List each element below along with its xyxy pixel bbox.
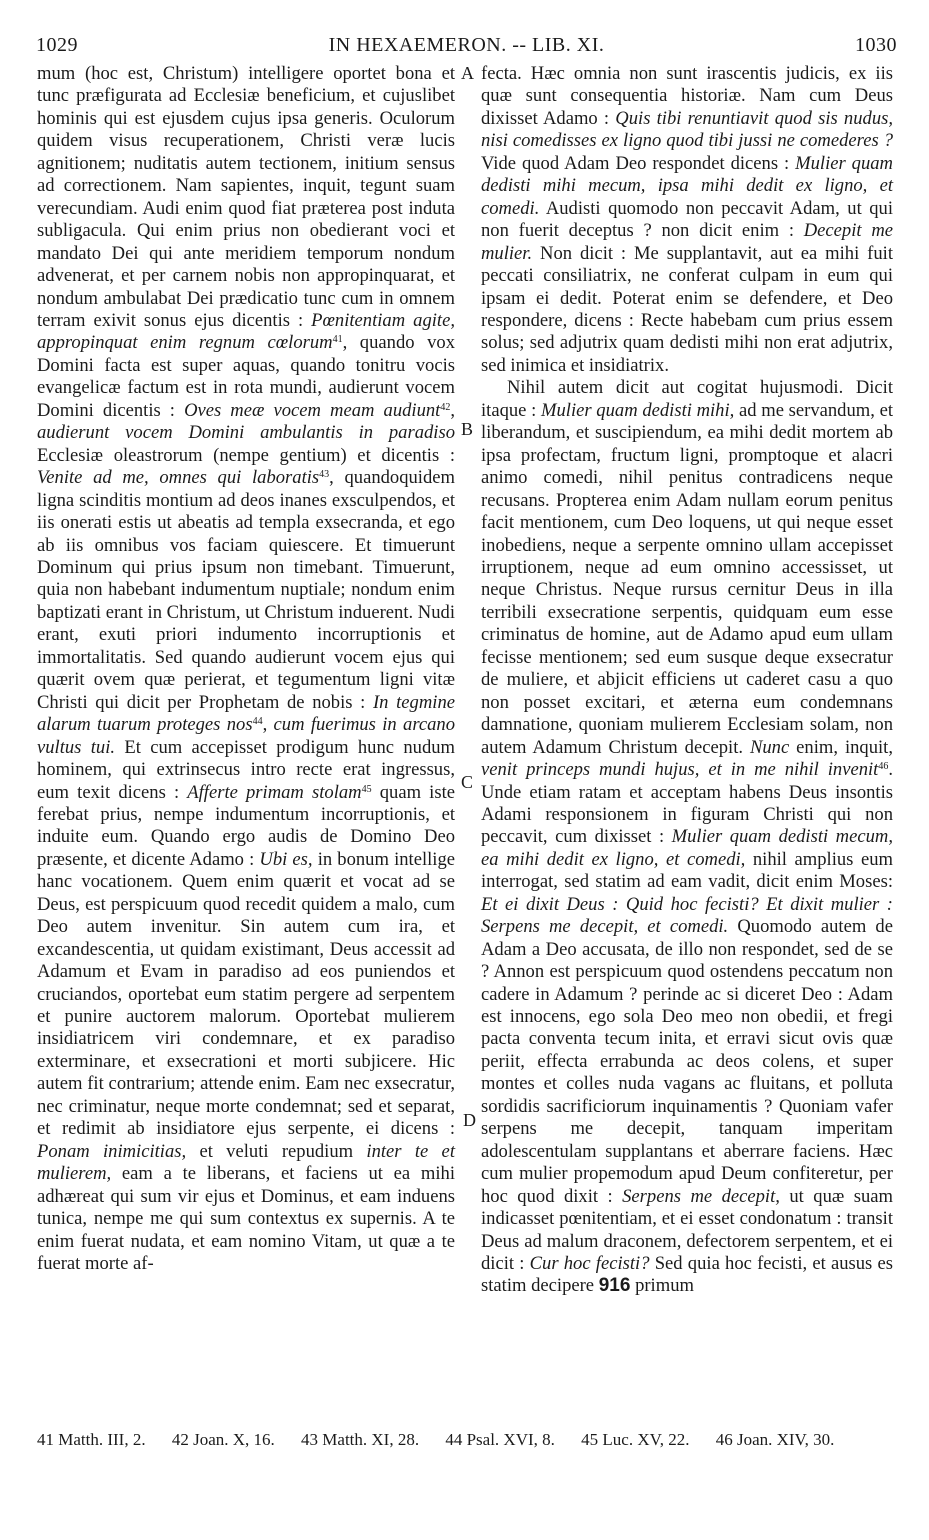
right-column <box>481 63 893 1298</box>
right-paragraph-1: fecta. Hæc omnia non sunt irascentis judicis, ex iis quæ sunt consequentia historiæ. Nam cum Deus dixisset Adamo : Quis tibi renuntiavit quod sis nudus, nisi comedisses ex ligno quod tibi jussi ne comederes ? Vide quod Adam Deo respondet dicens : Mulier quam dedisti mihi mecum, ipsa mihi dedit ex ligno, et comedi. Audisti quomodo non peccavit Adam, ut qui non fuerit deceptus ? non dicit enim : Decepit me mulier. Non dicit : Me supplantavit, aut ea mihi fuit peccati consiliatrix, ne conferat culpam in eum qui ipsam ei dedit. Poterat enim se defendere, et Deo respondere, dicens : Recte habebam cum prius essem solus; sed adjutrix quam dedisti mihi non erat adjutrix, sed inimica et insidiatrix. <box>481 63 894 376</box>
running-header <box>36 34 897 64</box>
footnote: 41 Matth. III, 2. <box>37 1430 146 1449</box>
page-number-left: 1029 <box>36 34 78 56</box>
footnote: 45 Luc. XV, 22. <box>581 1430 690 1449</box>
footnote: 43 Matth. XI, 28. <box>301 1430 420 1449</box>
page-number-right: 1030 <box>855 34 897 56</box>
left-column <box>37 63 455 1275</box>
margin-marker-b: B <box>461 419 474 439</box>
margin-marker-c: C <box>461 772 474 792</box>
left-paragraph: mum (hoc est, Christum) intelligere oportet bona et tunc præfigurata ad Ecclesiæ beneficium, et cujuslibet hominis qui est ejusdem cujus ipsa generis. Oculorum quidem visus recuperationem, Christi veræ lucis agnitionem; nuditatis autem tectionem, initium sensus ad correctionem. Nam sapientes, inquit, tegunt suam verecundiam. Audi enim quod fiat præterea post induta subligacula. Qui enim prius non obedierant voci et mandato Dei qui ante meridiem temporum nondum advenerat, et per carnem nobis non appropinquarat, et nondum ambulabat Dei prædicatio tunc cum in omnem terram exivit sonus ejus dicentis : Pœnitentiam agite, appropinquat enim regnum cœlorum$^{41}$, quando vox Domini facta est super aquas, quando tonitru vocis evangelicæ factum est in rota mundi, audierunt vocem Domini dicentis : Oves meæ vocem meam audiunt$^{42}$, audierunt vocem Domini ambulantis in paradiso Ecclesiæ oleastrorum (nempe gentium) et dicentis : Venite ad me, omnes qui laboratis$^{43}$, quandoquidem ligna scinditis montium ad deos inanes exsculpendos, et iis onerati estis ut abeatis ad templa exsecranda, et ego ab iis omnibus vos faciam quiescere. Et timuerunt Dominum qui prius ipsum non timebant. Timuerunt, quia non habebant indumentum nuptiale; nondum enim baptizati erant in Christum, ut Christum induerent. Nudi erant, exuti priori indumento incorruptionis et immortalitatis. Sed quando audierunt vocem ejus qui quærit ovem quæ perierat, et tegumentum ligni vitæ Christi qui dicit per Prophetam de nobis : In tegmine alarum tuarum proteges nos$^{44}$, cum fuerimus in arcano vultus tui. Et cum accepisset prodigum hunc nudum hominem, qui extrinsecus intro recte erat ingressus, eum texit dicens : Afferte primam stolam$^{45}$ quam iste ferebat prius, nempe indumentum incorruptionis, et induite eum. Quando ergo audis de Domino Deo præsente, et dicente Adamo : Ubi es, in bonum intellige hanc vocationem. Quem enim quærit et vocat ad se Deus, est perspicuum quod recedit quidem a malo, cum Deo autem invenitur. Sin autem cum ira, et excandescentia, ut quidam existimant, Deus accessit ad Adamum et Evam in paradiso ad eos puniendos et cruciandos, oportebat eum statim pergere ad serpentem et punire auctorem malorum. Oportebat mulierem insidiatricem viri condemnare, et ex paradiso exterminare, et exsecrationi et morti subjicere. Hic autem fit contrarium; attende enim. Eam nec exsecratur, nec criminatur, neque morte condemnat; sed et separat, et redimit ab insidiatore ejus serpente, ei dicens : Ponam inimicitias, et veluti repudium inter te et mulierem, eam a te liberans, et faciens ut ea mihi adhæreat qui sum vir ejus et Dominus, et eam induens tunica, nempe me qui sum contextus ex supernis. A te enim fuerat nudata, et eam nomino Vitam, ut quæ a te fuerat morte af- <box>37 63 456 1275</box>
footnote: 46 Joan. XIV, 30. <box>715 1430 835 1449</box>
margin-marker-d: D <box>463 1110 476 1130</box>
running-title: IN HEXAEMERON. -- LIB. XI. <box>328 34 605 56</box>
margin-marker-a: A <box>461 63 474 83</box>
right-paragraph-2: Nihil autem dicit aut cogitat hujusmodi. Dicit itaque : Mulier quam dedisti mihi, ad me servandum, et liberandum, et suscipiendum, ea mihi dedit mortem ab ipsa profectam, fructum ligni, promptoque et alacri animo comedi, nihil penitus contradicens neque recusans. Propterea enim Adam nullam eorum penitus facit mentionem, cum Deo loquens, ut qui neque esset inobediens, neque a serpente omnino ullam accepisset irruptionem, neque ad eum omnino accessisset, ut neque Christus. Neque rursus cernitur Deus in illa terribili exsecratione serpentis, quidquam eum esse criminatus de homine, aut de Adamo apud eum ullam fecisse mentionem; sed eum susque deque exsecratur de muliere, et abjicit efficiens ut caderet casu a quo non posset excitari, et æterna eum condemnans damnatione, quoniam mulierem Ecclesiam solam, non autem Adamum Christum decepit. Nunc enim, inquit, venit princeps mundi hujus, et in me nihil invenit$^{46}$. Unde etiam ratam et acceptam habens Deus insontis Adami responsionem in figuram Christi qui non peccavit, cum dixisset : Mulier quam dedisti mecum, ea mihi dedit ex ligno, et comedi, nihil amplius eum interrogat, sed statim ad eam vadit, dicit enim Moses: Et ei dixit Deus : Quid hoc fecisti? Et dixit mulier : Serpens me decepit, et comedi. Quomodo autem de Adam a Deo accusata, de illo non respondet, sed de se ? Annon est perspicuum quod ostendens peccatum non cadere in Adamum ? perinde ac si diceret Deo : Adam est innocens, ego sola Deo meo non obedii, et fregi pacta conventa tecum inita, et erravi sicut ovis quæ periit, effecta errabunda ac deos colens, et super montes et colles nuda vagans ac fluitans, et polluta sordidis sacrificiorum inquinamentis ? Quoniam vafer serpens me decepit, tanquam imperitam adolescentulam supplantans et aberrare faciens. Hæc cum mulier propemodum apud Deum confiteretur, per hoc quod dixit : Serpens me decepit, ut quæ suam indicasset pœnitentiam, et ei esset condonatum : transit Deus ad malum draconem, defectorem serpentem, et ei dicit : Cur hoc fecisti? Sed quia hoc fecisti, et ausus es statim decipere 916 primum <box>481 377 893 1297</box>
greek-page-number: 916 <box>598 1275 631 1297</box>
footnote: 44 Psal. XVI, 8. <box>445 1430 555 1449</box>
footnotes <box>37 1429 893 1450</box>
footnote: 42 Joan. X, 16. <box>171 1430 275 1449</box>
